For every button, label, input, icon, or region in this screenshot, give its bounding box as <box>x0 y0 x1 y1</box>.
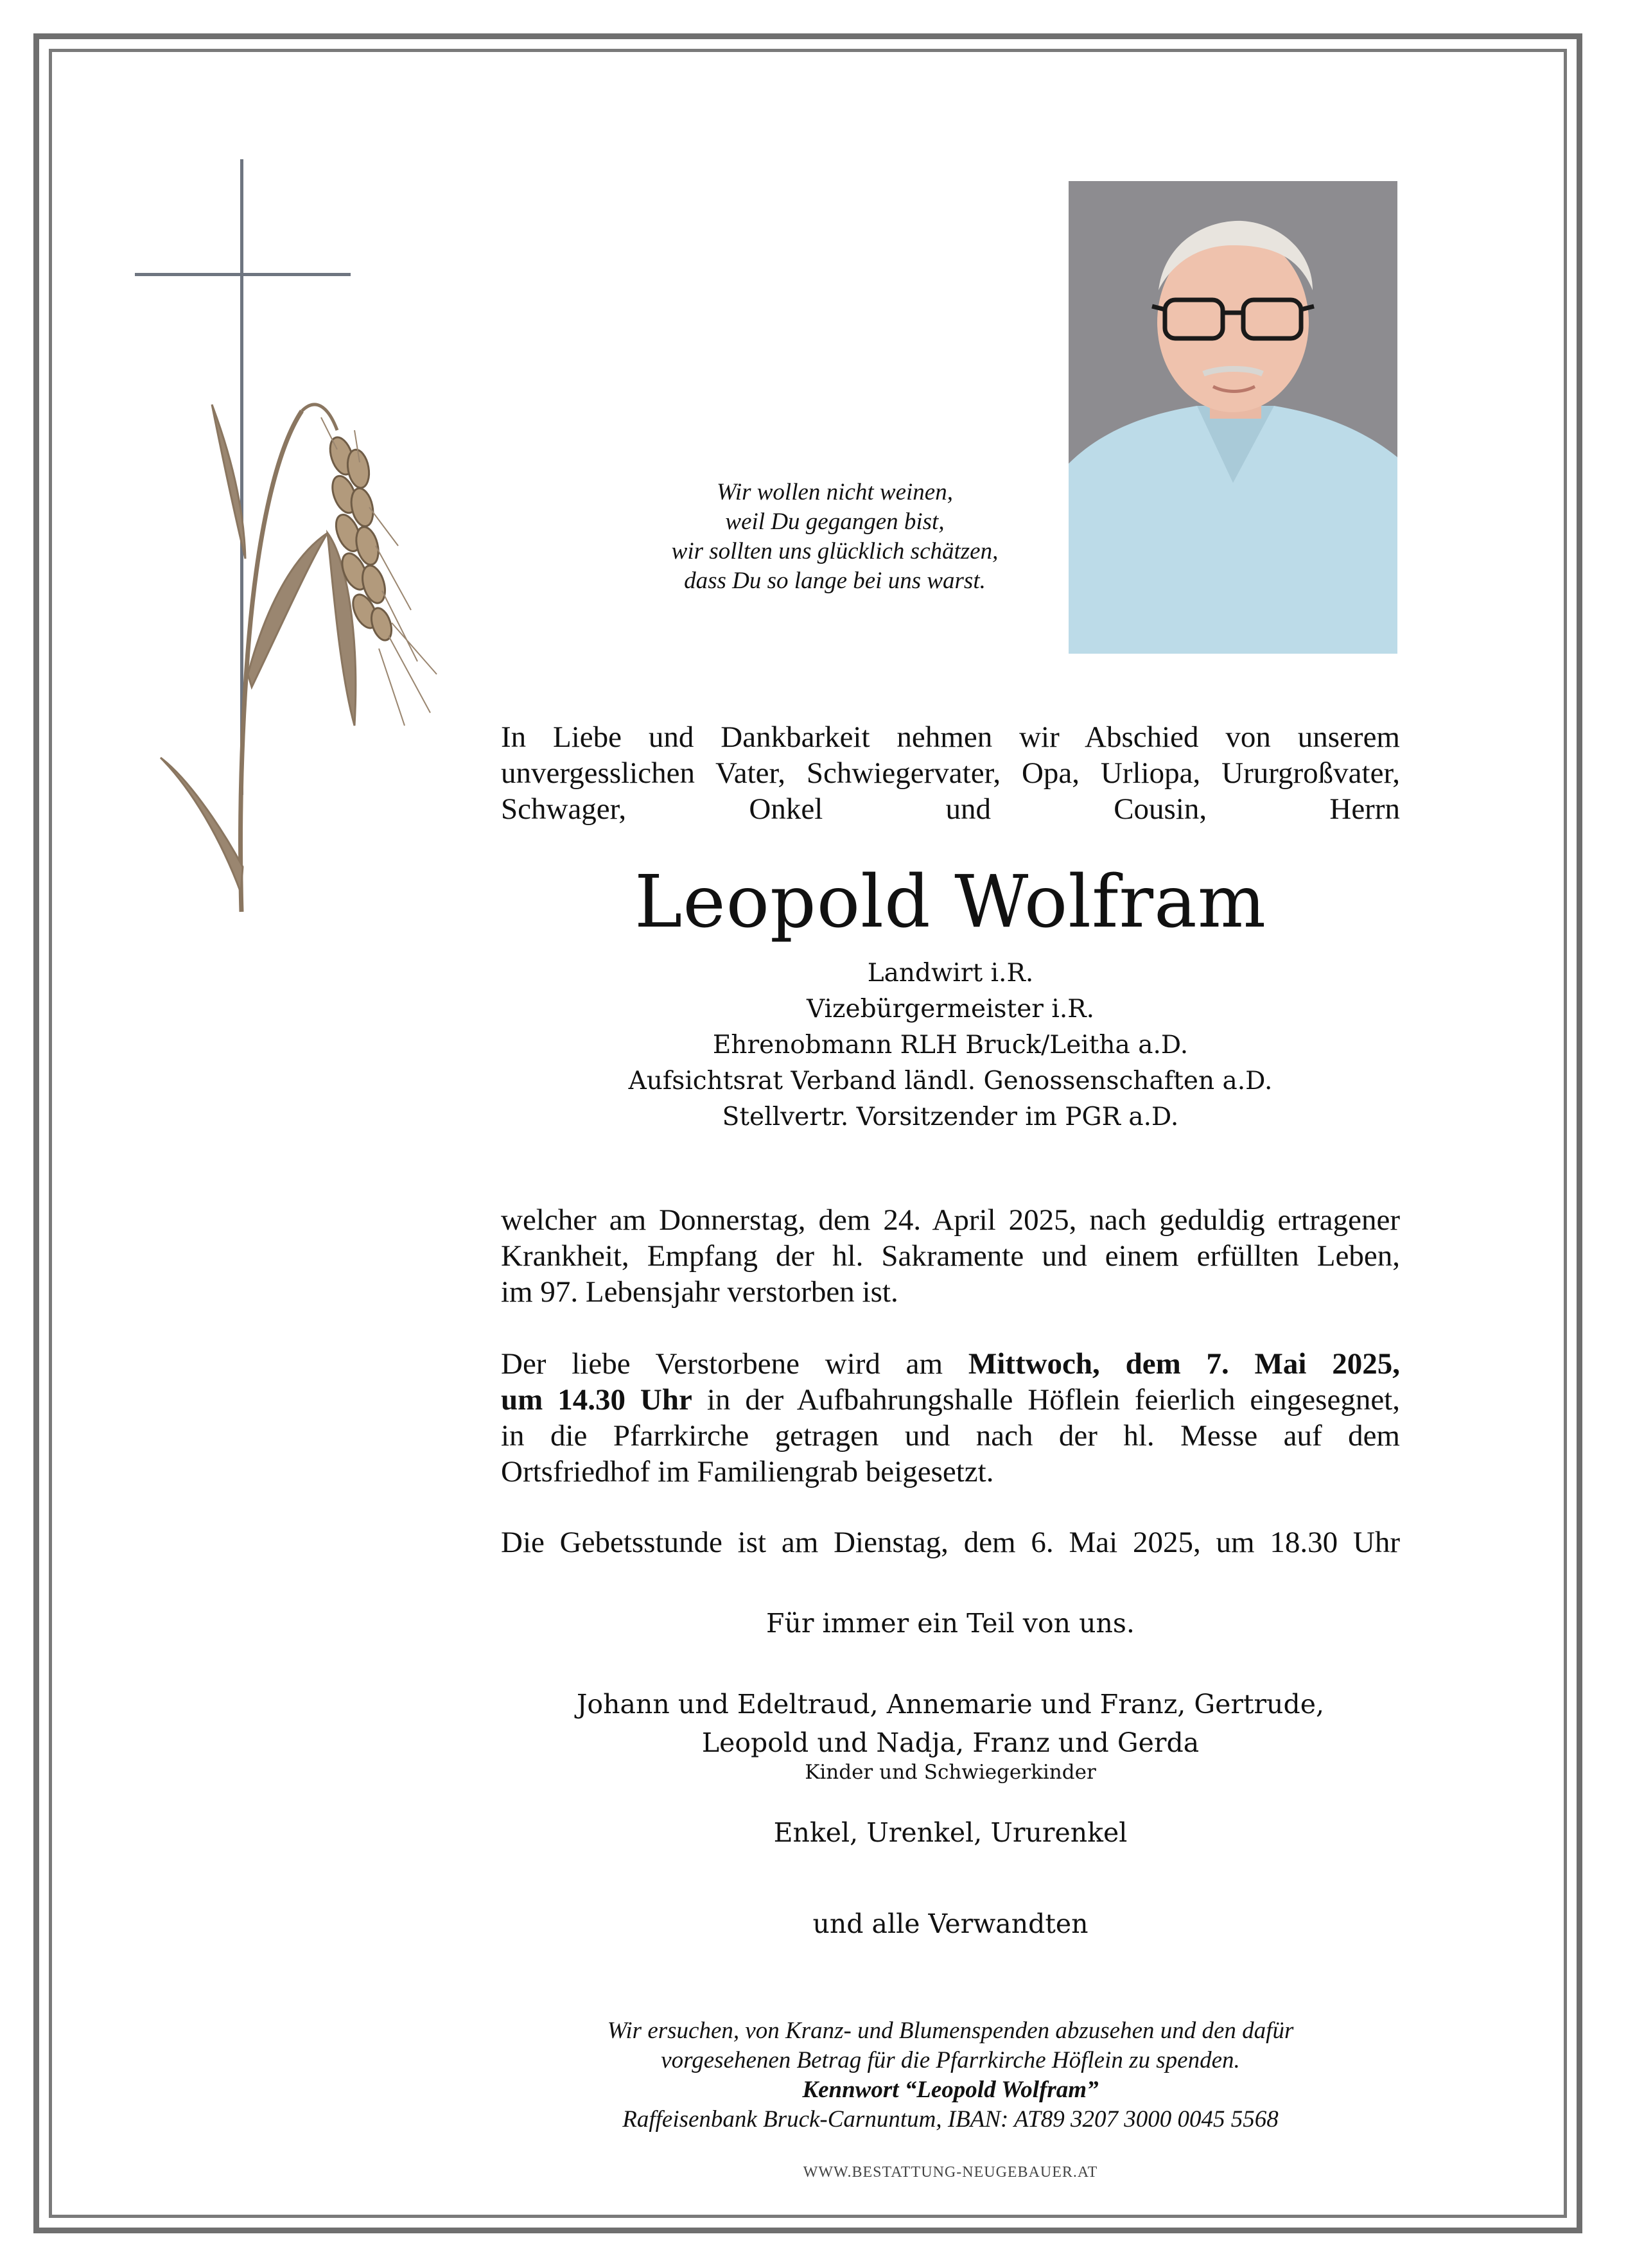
motto: Für immer ein Teil von uns. <box>766 1608 1135 1639</box>
funeral-line <box>501 1382 1400 1418</box>
poem-line: wir sollten uns glücklich schätzen, <box>671 538 999 564</box>
funeral-date: Mittwoch, dem 7. Mai 2025, <box>968 1347 1400 1381</box>
title-line: Landwirt i.R. <box>867 959 1034 988</box>
funeral-line <box>501 1346 1400 1382</box>
poem-line: dass Du so lange bei uns warst. <box>684 568 986 594</box>
death-line: im 97. Lebensjahr verstorben ist. <box>501 1275 898 1309</box>
deceased-name: Leopold Wolfram <box>634 860 1267 944</box>
donation-line: vorgesehenen Betrag für die Pfarrkirche Höflein zu spenden. <box>661 2047 1240 2073</box>
grandchildren: Enkel, Urenkel, Ururenkel <box>773 1817 1128 1848</box>
poem-line: weil Du gegangen bist, <box>725 509 945 535</box>
title-line: Aufsichtsrat Verband ländl. Genossenschaften a.D. <box>628 1067 1273 1095</box>
death-line: Krankheit, Empfang der hl. Sakramente und einem erfüllten Leben, <box>501 1239 1400 1273</box>
prayer-line: Die Gebetsstunde ist am Dienstag, dem 6. Mai 2025, um 18.30 Uhr <box>501 1526 1400 1559</box>
death-paragraph <box>501 1202 1400 1310</box>
intro-line: In Liebe und Dankbarkeit nehmen wir Abschied von unserem <box>501 720 1400 754</box>
relatives: und alle Verwandten <box>812 1908 1089 1939</box>
death-line: welcher am Donnerstag, dem 24. April 2025, nach geduldig ertragener <box>501 1203 1400 1237</box>
funeral-text: in der Aufbahrungshalle Höflein feierlich eingesegnet, <box>692 1383 1400 1417</box>
funeral-time: um 14.30 Uhr <box>501 1383 692 1417</box>
intro-line: unvergesslichen Vater, Schwiegervater, Opa, Urliopa, Ururgroßvater, <box>501 756 1400 790</box>
funeral-text: Der liebe Verstorbene wird am <box>501 1347 968 1381</box>
intro-line: Schwager, Onkel und Cousin, Herrn <box>501 792 1400 826</box>
title-line: Stellvertr. Vorsitzender im PGR a.D. <box>722 1103 1179 1131</box>
title-line: Vizebürgermeister i.R. <box>807 995 1094 1024</box>
bank-details: Raffeisenbank Bruck-Carnuntum, IBAN: AT89 3207 3000 0045 5568 <box>622 2106 1279 2133</box>
titles-list <box>501 955 1400 1135</box>
funeral-line: in die Pfarrkirche getragen und nach der hl. Messe auf dem <box>501 1419 1400 1452</box>
poem <box>629 478 1040 596</box>
website: WWW.BESTATTUNG-NEUGEBAUER.AT <box>803 2164 1098 2181</box>
wheat-icon <box>161 405 437 912</box>
portrait-photo <box>1069 181 1397 654</box>
intro-paragraph <box>501 719 1400 827</box>
children-line: Johann und Edeltraud, Annemarie und Franz, Gertrude, <box>577 1689 1324 1720</box>
children-line: Leopold und Nadja, Franz und Gerda <box>701 1727 1200 1758</box>
prayer-paragraph <box>501 1524 1400 1560</box>
children-caption: Kinder und Schwiegerkinder <box>805 1761 1096 1784</box>
funeral-line: Ortsfriedhof im Familiengrab beigesetzt. <box>501 1455 994 1488</box>
cross-wheat-decoration <box>116 148 462 982</box>
title-line: Ehrenobmann RLH Bruck/Leitha a.D. <box>712 1031 1189 1060</box>
children-names <box>501 1685 1400 1762</box>
poem-line: Wir wollen nicht weinen, <box>717 479 953 505</box>
donation-line: Wir ersuchen, von Kranz- und Blumenspenden abzusehen und den dafür <box>607 2018 1294 2044</box>
donation-note <box>501 2016 1400 2134</box>
funeral-paragraph <box>501 1346 1400 1490</box>
donation-keyword: Kennwort “Leopold Wolfram” <box>802 2077 1099 2103</box>
